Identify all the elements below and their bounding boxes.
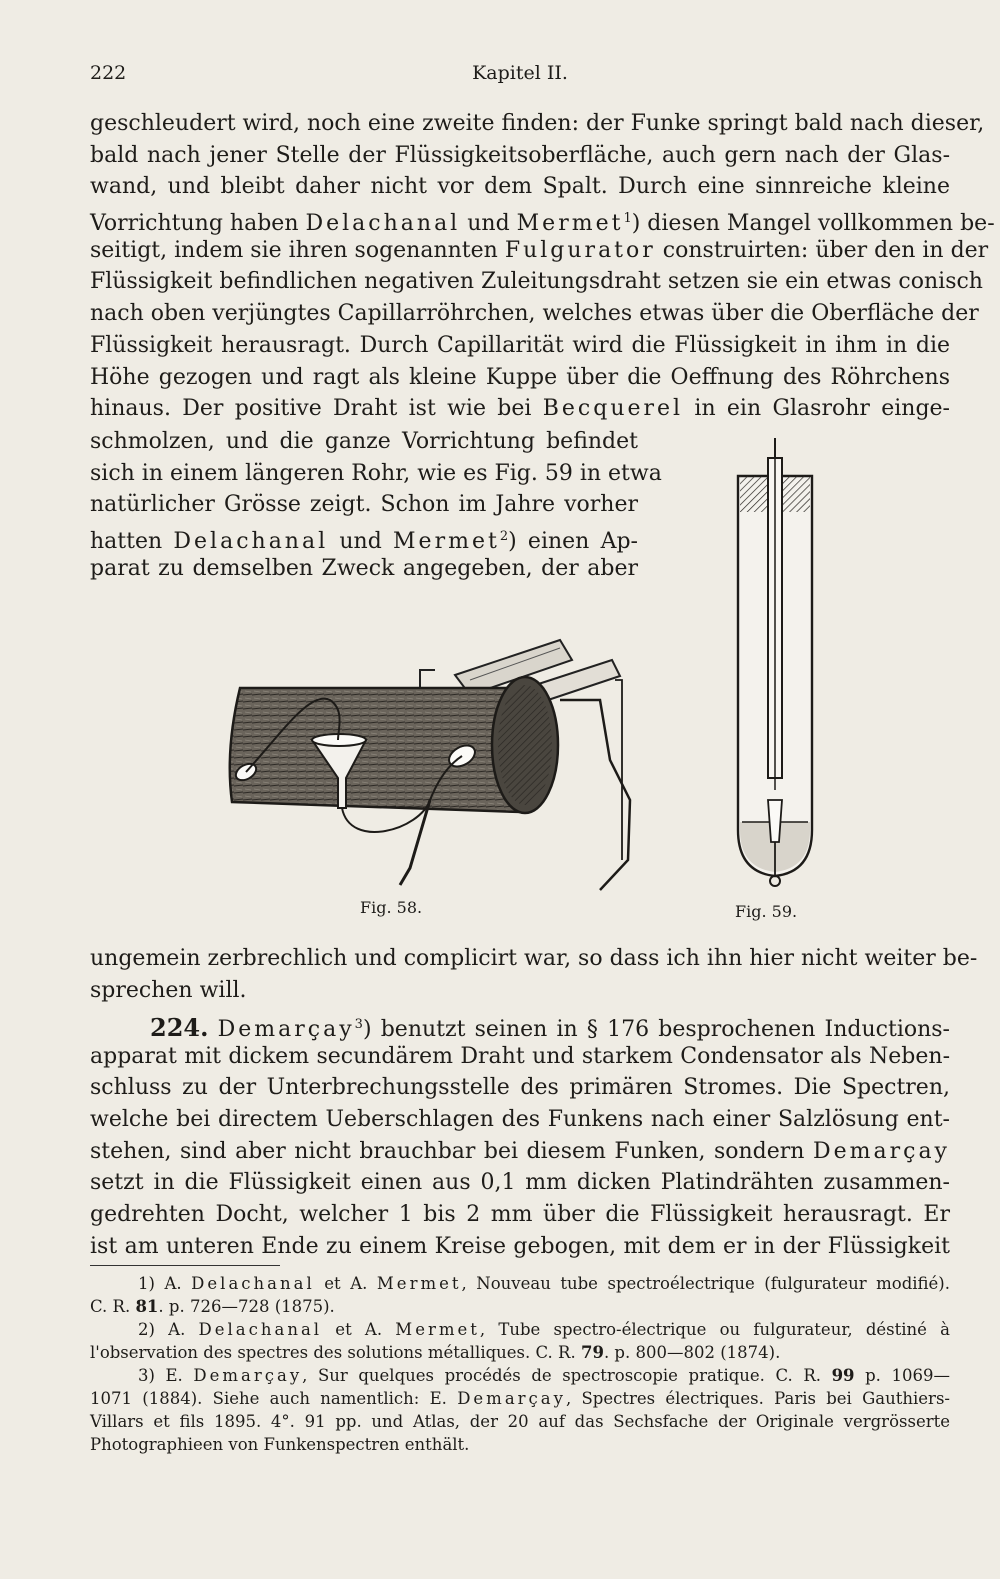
text-line: 224. Demarçay$^3$) benutzt seinen in § 176 besprochenen Inductions- — [150, 1013, 950, 1042]
paragraph-continuation — [90, 943, 978, 1006]
text-line: Vorrichtung haben Delachanal und Mermet$^1$) diesen Mangel vollkommen be- — [90, 211, 995, 237]
footnote-3: 3) E. Demarçay, Sur quelques procédés de spectroscopie pratique. C. R. 99 p. 1069— — [138, 1366, 950, 1385]
text-line: bald nach jener Stelle der Flüssigkeitsoberfläche, auch gern nach der Glas- — [90, 142, 950, 168]
text-line: stehen, sind aber nicht brauchbar bei diesem Funken, sondern Demarçay — [90, 1138, 950, 1164]
text-line: hatten Delachanal und Mermet$^2$) einen Ap- — [90, 529, 638, 555]
text-line: schmolzen, und die ganze Vorrichtung befindet — [90, 429, 638, 454]
text-line: ungemein zerbrechlich und complicirt war, so dass ich ihn hier nicht weiter be- — [90, 946, 978, 971]
text-line: Höhe gezogen und ragt als kleine Kuppe über die Oeffnung des Röhrchens — [90, 364, 950, 390]
text-line: apparat mit dickem secundärem Draht und starkem Condensator als Neben- — [90, 1043, 950, 1069]
footnote-3-cont: Photographieen von Funkenspectren enthält. — [90, 1435, 470, 1454]
author-name: Demarçay — [217, 1017, 355, 1042]
footnote-3-cont: Villars et fils 1895. 4°. 91 pp. und Atlas, der 20 auf das Sechsfache der Originale vergrösserte — [90, 1412, 950, 1431]
author-name: Demarçay — [812, 1138, 950, 1164]
text-line: geschleudert wird, noch eine zweite finden: der Funke springt bald nach dieser, — [90, 111, 985, 136]
text-line: seitigt, indem sie ihren sogenannten Fulgurator construirten: über den in der — [90, 237, 989, 263]
author-name: Becquerel — [542, 396, 684, 422]
fig58-drawing — [230, 640, 630, 890]
text-line: sich in einem längeren Rohr, wie es Fig. 59 in etwa — [90, 460, 662, 486]
footnote-1-cont: C. R. 81. p. 726—728 (1875). — [90, 1297, 335, 1316]
fig59-drawing — [738, 438, 812, 886]
footnote-ref: 3 — [354, 1017, 363, 1032]
footnote-3-cont: 1071 (1884). Siehe auch namentlich: E. Demarçay, Spectres électriques. Paris bei Gauthiers- — [90, 1389, 950, 1408]
text-line: wand, und bleibt daher nicht vor dem Spalt. Durch eine sinnreiche kleine — [90, 174, 950, 200]
text-line: schluss zu der Unterbrechungsstelle des primären Stromes. Die Spectren, — [90, 1075, 950, 1101]
fig59-caption: Fig. 59. — [735, 902, 798, 921]
footnote-2-cont: l'observation des spectres des solutions métalliques. C. R. 79. p. 800—802 (1874). — [90, 1343, 781, 1362]
text-line: hinaus. Der positive Draht ist wie bei Becquerel in ein Glasrohr einge- — [90, 396, 950, 422]
fig58-caption: Fig. 58. — [360, 898, 423, 917]
text-line: gedrehten Docht, welcher 1 bis 2 mm über die Flüssigkeit herausragt. Er — [90, 1202, 950, 1228]
running-head: Kapitel II. — [472, 62, 568, 84]
section-224 — [90, 1009, 950, 1263]
text-line: Flüssigkeit herausragt. Durch Capillarität wird die Flüssigkeit in ihm in die — [90, 332, 950, 358]
text-line: parat zu demselben Zweck angegeben, der aber — [90, 555, 638, 581]
term-fulgurator: Fulgurator — [504, 237, 656, 263]
text-line: sprechen will. — [90, 977, 247, 1003]
text-line: ist am unteren Ende zu einem Kreise gebogen, mit dem er in der Flüssigkeit — [90, 1233, 950, 1259]
text-line: setzt in die Flüssigkeit einen aus 0,1 mm dicken Platindrähten zusammen- — [90, 1170, 950, 1196]
author-name: Delachanal — [173, 529, 329, 555]
section-number: 224. — [150, 1013, 209, 1042]
author-name: Mermet — [393, 529, 500, 555]
text-line: nach oben verjüngtes Capillarröhrchen, welches etwas über die Oberfläche der — [90, 301, 979, 327]
footnote-ref: 2 — [499, 529, 509, 545]
page-number: 222 — [90, 62, 127, 84]
text-line: Flüssigkeit befindlichen negativen Zuleitungsdraht setzen sie ein etwas conisch — [90, 269, 983, 295]
text-line: welche bei directem Ueberschlagen des Funkens nach einer Salzlösung ent- — [90, 1107, 950, 1133]
footnote-1: 1) A. Delachanal et A. Mermet, Nouveau tube spectroélectrique (fulgurateur modifié). — [138, 1274, 950, 1293]
footnote-ref: 1 — [623, 211, 632, 227]
author-name: Mermet — [516, 211, 624, 237]
footnote-2: 2) A. Delachanal et A. Mermet, Tube spectro-électrique ou fulgurateur, déstiné à — [138, 1320, 950, 1339]
footnote-divider — [90, 1265, 280, 1266]
author-name: Delachanal — [305, 211, 461, 237]
footnotes — [90, 1272, 950, 1456]
text-line: natürlicher Grösse zeigt. Schon im Jahre vorher — [90, 492, 638, 518]
